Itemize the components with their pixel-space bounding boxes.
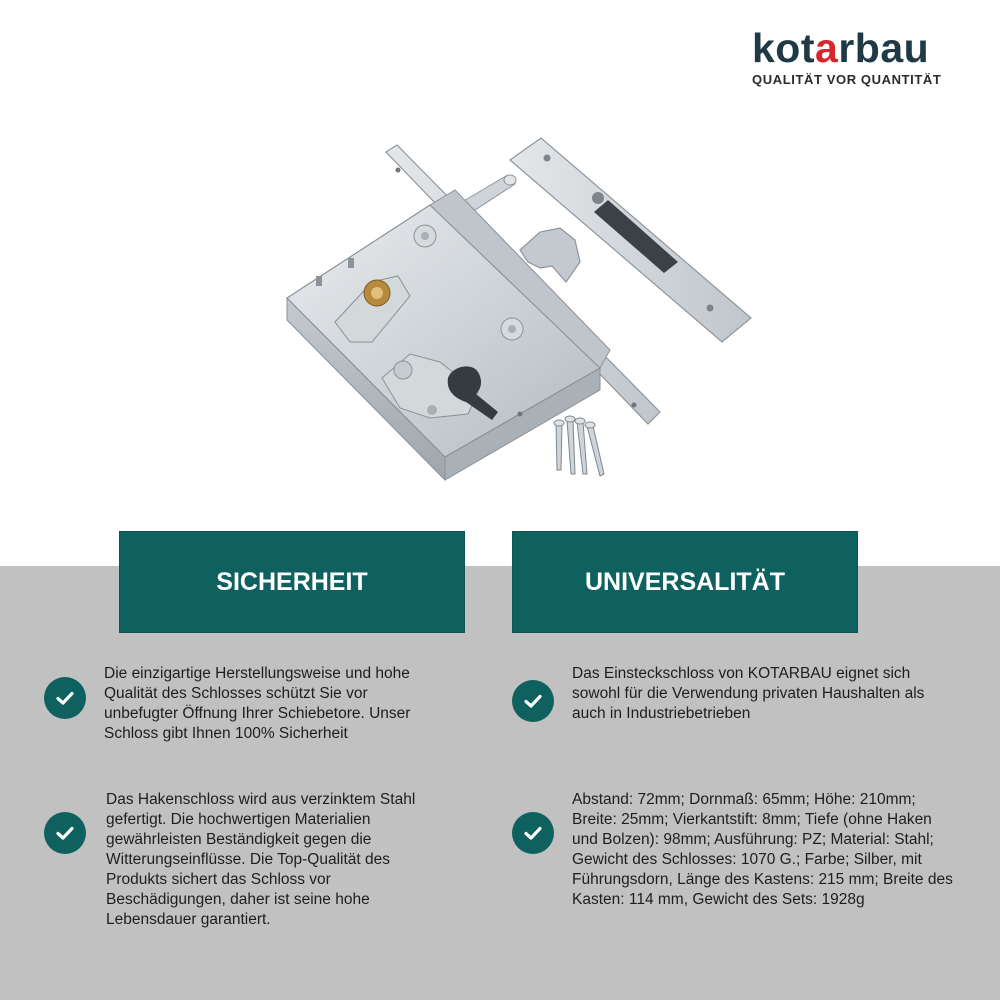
checkmark-icon	[512, 680, 554, 722]
logo-text-part2: rbau	[838, 25, 930, 71]
feature-text-security: Die einzigartige Herstellungsweise und hohe Qualität des Schlosses schützt Sie vor unbefugter Öffnung Ihrer Schiebetore. Unser Schloss gibt Ihnen 100% Sicherheit	[104, 665, 411, 742]
logo-text-accent: a	[815, 25, 839, 71]
feature-text-universal: Das Einsteckschloss von KOTARBAU eignet sich sowohl für die Verwendung privaten Haushalten als auch in Industriebetrieben	[572, 665, 925, 722]
checkmark-icon	[44, 812, 86, 854]
logo-tagline: QUALITÄT VOR QUANTITÄT	[752, 72, 942, 87]
screws	[554, 416, 604, 476]
checkmark-icon	[44, 677, 86, 719]
heading-universalitaet: UNIVERSALITÄT	[513, 532, 857, 632]
logo-text-part1: kot	[752, 25, 815, 71]
feature-text-material: Das Hakenschloss wird aus verzinktem Stahl gefertigt. Die hochwertigen Materialien gewährleisten Beständigkeit gegen die Witterungseinflüsse. Die Top-Qualität des Produkts sichert das Schloss vor Beschädigungen, daher ist seine hohe Lebensdauer garantiert.	[106, 791, 416, 928]
checkmark-icon	[512, 812, 554, 854]
feature-text-specifications: Abstand: 72mm; Dornmaß: 65mm; Höhe: 210mm; Breite: 25mm; Vierkantstift: 8mm; Tiefe (ohne Haken und Bolzen): 98mm; Ausführung: PZ; Material: Stahl; Gewicht des Schlosses: 1070 G.; Farbe; Silber, mit Führungsdorn, Länge des Kastens: 215 mm; Breite des Kasten: 114 mm, Gewicht des Sets: 1928g	[572, 791, 953, 908]
heading-sicherheit: SICHERHEIT	[120, 532, 464, 632]
